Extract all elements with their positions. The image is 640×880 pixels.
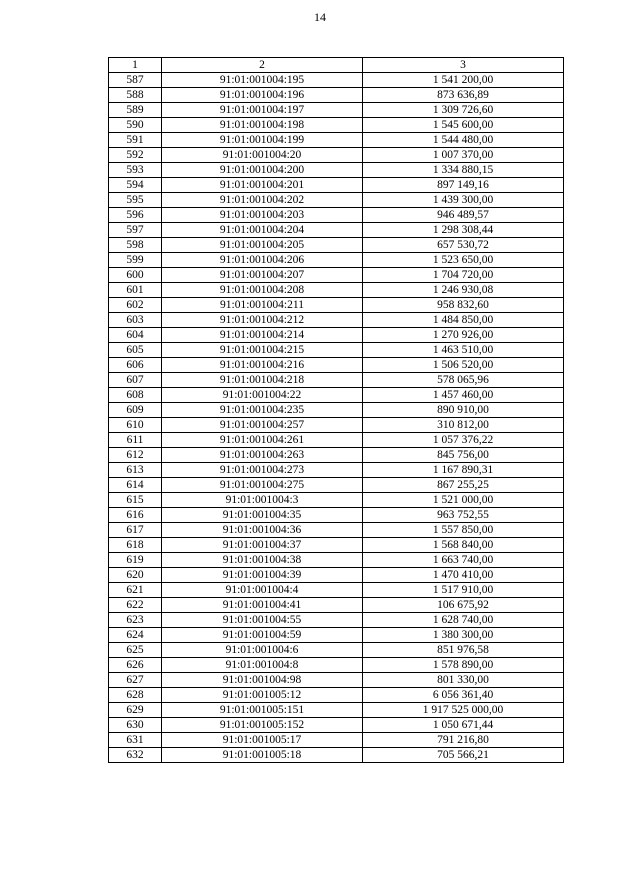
row-number-cell: 629 (109, 703, 162, 718)
value-cell: 958 832,60 (363, 298, 564, 313)
cadastral-number-cell: 91:01:001004:199 (162, 133, 363, 148)
table-row (109, 208, 564, 223)
cadastral-number-cell: 91:01:001004:6 (162, 643, 363, 658)
table-row (109, 238, 564, 253)
cadastral-number-cell: 91:01:001004:214 (162, 328, 363, 343)
data-table (108, 57, 564, 763)
table-row (109, 568, 564, 583)
table-row (109, 178, 564, 193)
value-cell: 890 910,00 (363, 403, 564, 418)
value-cell: 578 065,96 (363, 373, 564, 388)
cadastral-number-cell: 91:01:001004:197 (162, 103, 363, 118)
value-cell: 801 330,00 (363, 673, 564, 688)
value-cell: 1 167 890,31 (363, 463, 564, 478)
table-body (109, 73, 564, 763)
value-cell: 873 636,89 (363, 88, 564, 103)
value-cell: 1 578 890,00 (363, 658, 564, 673)
row-number-cell: 610 (109, 418, 162, 433)
table-row (109, 223, 564, 238)
table-row (109, 103, 564, 118)
table-row (109, 388, 564, 403)
row-number-cell: 620 (109, 568, 162, 583)
value-cell: 1 439 300,00 (363, 193, 564, 208)
table-row (109, 718, 564, 733)
cadastral-number-cell: 91:01:001004:8 (162, 658, 363, 673)
table-row (109, 643, 564, 658)
row-number-cell: 621 (109, 583, 162, 598)
row-number-cell: 600 (109, 268, 162, 283)
row-number-cell: 596 (109, 208, 162, 223)
table-row (109, 613, 564, 628)
table-row (109, 253, 564, 268)
value-cell: 791 216,80 (363, 733, 564, 748)
value-cell: 1 309 726,60 (363, 103, 564, 118)
table-row (109, 703, 564, 718)
value-cell: 1 557 850,00 (363, 523, 564, 538)
row-number-cell: 615 (109, 493, 162, 508)
row-number-cell: 631 (109, 733, 162, 748)
table-row (109, 283, 564, 298)
table-row (109, 538, 564, 553)
value-cell: 1 246 930,08 (363, 283, 564, 298)
table-row (109, 343, 564, 358)
table-row (109, 73, 564, 88)
table-row (109, 358, 564, 373)
cadastral-number-cell: 91:01:001005:17 (162, 733, 363, 748)
cadastral-number-cell: 91:01:001004:195 (162, 73, 363, 88)
row-number-cell: 611 (109, 433, 162, 448)
row-number-cell: 625 (109, 643, 162, 658)
row-number-cell: 626 (109, 658, 162, 673)
page-number: 14 (314, 10, 326, 24)
cadastral-number-cell: 91:01:001005:12 (162, 688, 363, 703)
row-number-cell: 613 (109, 463, 162, 478)
cadastral-number-cell: 91:01:001004:98 (162, 673, 363, 688)
cadastral-number-cell: 91:01:001005:18 (162, 748, 363, 763)
table-row (109, 418, 564, 433)
row-number-cell: 622 (109, 598, 162, 613)
value-cell: 1 334 880,15 (363, 163, 564, 178)
table-row (109, 523, 564, 538)
row-number-cell: 602 (109, 298, 162, 313)
cadastral-number-cell: 91:01:001004:215 (162, 343, 363, 358)
table-row (109, 163, 564, 178)
row-number-cell: 589 (109, 103, 162, 118)
value-cell: 1 380 300,00 (363, 628, 564, 643)
cadastral-number-cell: 91:01:001004:218 (162, 373, 363, 388)
cadastral-number-cell: 91:01:001004:216 (162, 358, 363, 373)
value-cell: 867 255,25 (363, 478, 564, 493)
cadastral-number-cell: 91:01:001004:36 (162, 523, 363, 538)
cadastral-number-cell: 91:01:001004:41 (162, 598, 363, 613)
cadastral-number-cell: 91:01:001005:151 (162, 703, 363, 718)
value-cell: 1 050 671,44 (363, 718, 564, 733)
table-row (109, 268, 564, 283)
cadastral-number-cell: 91:01:001005:152 (162, 718, 363, 733)
value-cell: 1 517 910,00 (363, 583, 564, 598)
row-number-cell: 605 (109, 343, 162, 358)
cadastral-number-cell: 91:01:001004:205 (162, 238, 363, 253)
row-number-cell: 608 (109, 388, 162, 403)
cadastral-number-cell: 91:01:001004:261 (162, 433, 363, 448)
cadastral-number-cell: 91:01:001004:207 (162, 268, 363, 283)
cadastral-number-cell: 91:01:001004:204 (162, 223, 363, 238)
cadastral-number-cell: 91:01:001004:206 (162, 253, 363, 268)
cadastral-number-cell: 91:01:001004:202 (162, 193, 363, 208)
table-header-row (109, 58, 564, 73)
row-number-cell: 630 (109, 718, 162, 733)
row-number-cell: 588 (109, 88, 162, 103)
table-row (109, 583, 564, 598)
value-cell: 1 007 370,00 (363, 148, 564, 163)
table-row (109, 628, 564, 643)
value-cell: 1 663 740,00 (363, 553, 564, 568)
column-header-1: 1 (109, 58, 162, 73)
table-row (109, 673, 564, 688)
value-cell: 1 457 460,00 (363, 388, 564, 403)
table-row (109, 493, 564, 508)
row-number-cell: 590 (109, 118, 162, 133)
cadastral-number-cell: 91:01:001004:212 (162, 313, 363, 328)
cadastral-number-cell: 91:01:001004:3 (162, 493, 363, 508)
cadastral-number-cell: 91:01:001004:20 (162, 148, 363, 163)
value-cell: 1 541 200,00 (363, 73, 564, 88)
row-number-cell: 628 (109, 688, 162, 703)
value-cell: 1 568 840,00 (363, 538, 564, 553)
table-row (109, 313, 564, 328)
table-header (109, 58, 564, 73)
value-cell: 1 704 720,00 (363, 268, 564, 283)
table-row (109, 658, 564, 673)
value-cell: 310 812,00 (363, 418, 564, 433)
cadastral-number-cell: 91:01:001004:38 (162, 553, 363, 568)
value-cell: 1 057 376,22 (363, 433, 564, 448)
table-row (109, 373, 564, 388)
value-cell: 1 917 525 000,00 (363, 703, 564, 718)
row-number-cell: 616 (109, 508, 162, 523)
cadastral-number-cell: 91:01:001004:55 (162, 613, 363, 628)
value-cell: 1 545 600,00 (363, 118, 564, 133)
row-number-cell: 593 (109, 163, 162, 178)
table-row (109, 463, 564, 478)
row-number-cell: 612 (109, 448, 162, 463)
table-row (109, 148, 564, 163)
cadastral-number-cell: 91:01:001004:39 (162, 568, 363, 583)
table-row (109, 298, 564, 313)
cadastral-number-cell: 91:01:001004:22 (162, 388, 363, 403)
value-cell: 897 149,16 (363, 178, 564, 193)
table-row (109, 193, 564, 208)
value-cell: 657 530,72 (363, 238, 564, 253)
cadastral-number-cell: 91:01:001004:59 (162, 628, 363, 643)
cadastral-number-cell: 91:01:001004:235 (162, 403, 363, 418)
table-row (109, 553, 564, 568)
table-row (109, 598, 564, 613)
value-cell: 6 056 361,40 (363, 688, 564, 703)
table-row (109, 733, 564, 748)
cadastral-number-cell: 91:01:001004:211 (162, 298, 363, 313)
table-row (109, 328, 564, 343)
value-cell: 1 523 650,00 (363, 253, 564, 268)
column-header-3: 3 (363, 58, 564, 73)
row-number-cell: 606 (109, 358, 162, 373)
table-row (109, 133, 564, 148)
cadastral-number-cell: 91:01:001004:257 (162, 418, 363, 433)
value-cell: 1 298 308,44 (363, 223, 564, 238)
row-number-cell: 623 (109, 613, 162, 628)
cadastral-number-cell: 91:01:001004:198 (162, 118, 363, 133)
row-number-cell: 614 (109, 478, 162, 493)
table-row (109, 748, 564, 763)
cadastral-number-cell: 91:01:001004:200 (162, 163, 363, 178)
table-row (109, 403, 564, 418)
value-cell: 106 675,92 (363, 598, 564, 613)
row-number-cell: 619 (109, 553, 162, 568)
table-row (109, 88, 564, 103)
cadastral-number-cell: 91:01:001004:4 (162, 583, 363, 598)
value-cell: 963 752,55 (363, 508, 564, 523)
row-number-cell: 609 (109, 403, 162, 418)
row-number-cell: 594 (109, 178, 162, 193)
row-number-cell: 601 (109, 283, 162, 298)
value-cell: 845 756,00 (363, 448, 564, 463)
table-row (109, 688, 564, 703)
row-number-cell: 598 (109, 238, 162, 253)
row-number-cell: 627 (109, 673, 162, 688)
value-cell: 1 628 740,00 (363, 613, 564, 628)
row-number-cell: 603 (109, 313, 162, 328)
value-cell: 946 489,57 (363, 208, 564, 223)
cadastral-number-cell: 91:01:001004:275 (162, 478, 363, 493)
value-cell: 1 270 926,00 (363, 328, 564, 343)
table-row (109, 118, 564, 133)
cadastral-number-cell: 91:01:001004:208 (162, 283, 363, 298)
value-cell: 1 521 000,00 (363, 493, 564, 508)
row-number-cell: 632 (109, 748, 162, 763)
cadastral-number-cell: 91:01:001004:35 (162, 508, 363, 523)
value-cell: 1 506 520,00 (363, 358, 564, 373)
row-number-cell: 587 (109, 73, 162, 88)
row-number-cell: 604 (109, 328, 162, 343)
row-number-cell: 599 (109, 253, 162, 268)
cadastral-number-cell: 91:01:001004:203 (162, 208, 363, 223)
row-number-cell: 617 (109, 523, 162, 538)
row-number-cell: 592 (109, 148, 162, 163)
row-number-cell: 591 (109, 133, 162, 148)
cadastral-number-cell: 91:01:001004:37 (162, 538, 363, 553)
cadastral-number-cell: 91:01:001004:196 (162, 88, 363, 103)
value-cell: 1 484 850,00 (363, 313, 564, 328)
table-row (109, 448, 564, 463)
cadastral-number-cell: 91:01:001004:201 (162, 178, 363, 193)
cadastral-number-cell: 91:01:001004:263 (162, 448, 363, 463)
row-number-cell: 618 (109, 538, 162, 553)
value-cell: 1 544 480,00 (363, 133, 564, 148)
row-number-cell: 597 (109, 223, 162, 238)
table-row (109, 508, 564, 523)
row-number-cell: 624 (109, 628, 162, 643)
value-cell: 1 463 510,00 (363, 343, 564, 358)
table-row (109, 433, 564, 448)
value-cell: 705 566,21 (363, 748, 564, 763)
column-header-2: 2 (162, 58, 363, 73)
value-cell: 851 976,58 (363, 643, 564, 658)
value-cell: 1 470 410,00 (363, 568, 564, 583)
row-number-cell: 607 (109, 373, 162, 388)
row-number-cell: 595 (109, 193, 162, 208)
cadastral-number-cell: 91:01:001004:273 (162, 463, 363, 478)
table-row (109, 478, 564, 493)
